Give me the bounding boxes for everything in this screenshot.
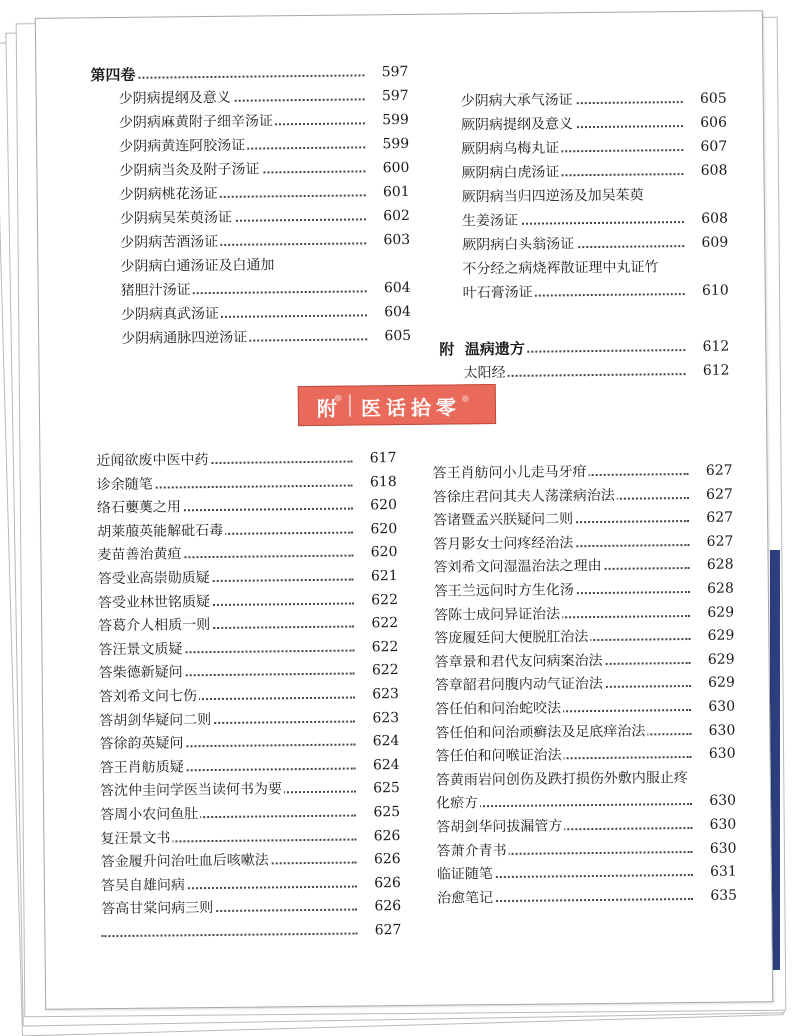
- page-number: 624: [358, 754, 400, 776]
- entry-title: 答金履升问治吐血后咳嗽法: [101, 850, 271, 874]
- entry-title: 厥阴病乌梅丸证: [461, 137, 561, 160]
- toc-entry: [434, 648, 734, 673]
- toc-entry: [461, 160, 727, 185]
- toc-entry: [99, 707, 399, 732]
- entry-title: 答任伯和问喉证治法: [435, 745, 563, 768]
- right-appendix-entries: [463, 360, 729, 363]
- page-number: 630: [693, 719, 735, 741]
- page-number: 607: [685, 136, 727, 158]
- toc-entry: [101, 848, 401, 873]
- toc-entry: [99, 659, 399, 684]
- entry-title: 厥阴病白虎汤证: [461, 161, 561, 184]
- toc-entry: [98, 565, 398, 590]
- entry-title: 答任伯和问治蛇咬法: [435, 697, 563, 720]
- page-number: 629: [693, 672, 735, 694]
- page-number: 599: [367, 133, 409, 155]
- page-number: 601: [368, 181, 410, 203]
- toc-entry: [434, 578, 734, 603]
- banner-prefix: 附: [317, 393, 337, 422]
- page-number: 622: [356, 612, 398, 634]
- page-number: 635: [695, 884, 737, 906]
- toc-entry: [98, 589, 398, 614]
- toc-entry: [436, 837, 736, 862]
- toc-page: [35, 10, 773, 1010]
- toc-entry: [119, 133, 409, 158]
- entry-title: 少阴病提纲及意义: [119, 87, 233, 110]
- toc-entry: [462, 256, 728, 281]
- toc-entry: [97, 518, 397, 543]
- toc-entry: [97, 471, 397, 496]
- toc-entry: [100, 754, 400, 779]
- left-bottom-column: [96, 447, 396, 450]
- entry-title: 猪胆汁汤证: [121, 279, 193, 302]
- page-number: 630: [693, 743, 735, 765]
- page-number: 620: [355, 541, 397, 563]
- page-number: 623: [357, 707, 399, 729]
- entry-title: 临证随笔: [437, 863, 495, 886]
- page-number: 618: [355, 471, 397, 493]
- toc-entry: [436, 790, 736, 815]
- page-number: 608: [686, 208, 728, 230]
- page-number: 622: [356, 636, 398, 658]
- page-number: 620: [355, 518, 397, 540]
- entry-title: 答受业高崇勋质疑: [98, 567, 212, 590]
- toc-entry: [437, 884, 737, 909]
- entry-title: 络石蘡薁之用: [97, 497, 183, 520]
- entry-title: 答萧介青书: [436, 840, 508, 863]
- right-bottom-entries: [433, 460, 733, 463]
- page-number: 629: [692, 648, 734, 670]
- entry-title: 答周小农问鱼肚: [100, 803, 200, 826]
- toc-entry: [433, 460, 733, 485]
- left-top-column: [90, 61, 408, 64]
- entry-title: 答章韶君问腹内动气证治法: [435, 673, 605, 697]
- page-number: 608: [685, 160, 727, 182]
- page-number: 604: [369, 301, 411, 323]
- page-number: 612: [687, 360, 729, 382]
- toc-entry: [121, 301, 411, 326]
- entry-title: 少阴病桃花汤证: [120, 183, 220, 206]
- page-number: 630: [694, 814, 736, 836]
- entry-title: 答王肖舫质疑: [100, 756, 186, 779]
- page-number: 630: [694, 790, 736, 812]
- toc-entry: [98, 612, 398, 637]
- entry-title: 答胡剑华疑问二则: [99, 709, 213, 732]
- toc-entry: [462, 184, 728, 209]
- section-title: [439, 338, 527, 361]
- entry-title: 答柴德新疑问: [99, 662, 185, 685]
- page-number: 623: [357, 683, 399, 705]
- toc-entry: [433, 483, 733, 508]
- page-number: 617: [354, 447, 396, 469]
- leader-dots: [101, 933, 357, 938]
- left-bottom-entries: [96, 447, 396, 450]
- entry-title: 少阴病白通汤证及白通加: [120, 254, 276, 278]
- entry-title: 答章景和君代友问病案治法: [434, 650, 604, 674]
- entry-title: 答沈仲圭问学医当读何书为要: [100, 779, 284, 803]
- page-number: 622: [357, 659, 399, 681]
- entry-title: 答月影女士问疼经治法: [433, 532, 575, 555]
- page-number: 612: [687, 336, 729, 358]
- entry-title: 厥阴病当归四逆汤及加吴茱萸: [462, 184, 646, 208]
- page-number: 606: [685, 112, 727, 134]
- page-number: 602: [368, 205, 410, 227]
- page-number: 625: [358, 777, 400, 799]
- toc-entry: [433, 554, 733, 579]
- entry-title: 答刘希文问七伤: [99, 685, 199, 708]
- entry-title: 麦苗善治黄疸: [97, 544, 183, 567]
- toc-entry: [100, 825, 400, 850]
- toc-entry: [437, 861, 737, 886]
- toc-entry: [97, 541, 397, 566]
- page-number: 625: [358, 801, 400, 823]
- page-number: 620: [355, 494, 397, 516]
- right-top-entries: [461, 88, 727, 91]
- toc-entry: [120, 181, 410, 206]
- entry-title: 少阴病麻黄附子细辛汤证: [119, 110, 275, 134]
- toc-entry: [96, 447, 396, 472]
- entry-title: 答受业林世铭质疑: [98, 591, 212, 614]
- page-number: 610: [687, 280, 729, 302]
- entry-title: 生姜汤证: [462, 210, 520, 233]
- banner-divider: [349, 395, 351, 417]
- entry-title: 少阴病当灸及附子汤证: [119, 158, 261, 181]
- entry-title: 答吴自雄问病: [101, 874, 187, 897]
- right-bottom-column: [433, 460, 733, 463]
- page-number: 605: [685, 88, 727, 110]
- entry-title: 答庞履廷问大便脱肛治法: [434, 626, 590, 650]
- entry-title: 叶石膏汤证: [463, 282, 535, 305]
- page-number: 626: [359, 872, 401, 894]
- section-appendix-wenbing: [439, 336, 729, 361]
- entry-title: 胡莱菔英能解砒石毒: [97, 520, 225, 543]
- page-number: 599: [367, 109, 409, 131]
- toc-entry: [433, 507, 733, 532]
- entry-title: 少阴病吴茱萸汤证: [120, 207, 234, 230]
- toc-entry: [120, 229, 410, 254]
- page-number: 628: [692, 578, 734, 600]
- toc-entry: [120, 205, 410, 230]
- entry-title: 答刘希文问湿温治法之理由: [433, 555, 603, 579]
- toc-entry: [120, 253, 410, 278]
- page-number: 628: [691, 554, 733, 576]
- page-number: 627: [359, 919, 401, 941]
- page-number: 627: [691, 530, 733, 552]
- page-number: 624: [357, 730, 399, 752]
- entry-title: 诊余随笔: [97, 473, 155, 496]
- toc-entry: [435, 743, 735, 768]
- page-number: 621: [356, 565, 398, 587]
- page-number: 603: [368, 229, 410, 251]
- toc-entry: [435, 719, 735, 744]
- entry-title: 答黄雨岩问创伤及跌打损伤外敷内服止疼: [436, 767, 690, 792]
- entry-title: 答胡剑华问拔漏管方: [436, 815, 564, 838]
- toc-entry: [121, 325, 411, 350]
- toc-entry: [434, 601, 734, 626]
- right-top-column: [437, 88, 727, 91]
- entry-title: 少阴病真武汤证: [121, 303, 221, 326]
- page-number: 597: [367, 85, 409, 107]
- entry-title: 答汪景文质疑: [98, 638, 184, 661]
- page-number: 609: [686, 232, 728, 254]
- toc-entry: [100, 777, 400, 802]
- entry-title: 答葛介人相质一则: [98, 614, 212, 637]
- toc-entry: [119, 157, 409, 182]
- toc-entry: [101, 919, 401, 944]
- toc-entry: [461, 136, 727, 161]
- entry-title: 答高甘棠问病三则: [101, 897, 215, 920]
- page-number: 604: [369, 277, 411, 299]
- entry-title: 少阴病苦酒汤证: [120, 231, 220, 254]
- entry-title: 少阴病黄连阿胶汤证: [119, 135, 247, 158]
- page-number: 597: [366, 61, 408, 83]
- page-number: 630: [693, 696, 735, 718]
- section-vol4: [90, 61, 408, 86]
- entry-title: 近闻欲废中医中药: [96, 449, 210, 472]
- toc-entry: [119, 109, 409, 134]
- toc-entry: [435, 672, 735, 697]
- page-number: 627: [691, 507, 733, 529]
- toc-entry: [99, 730, 399, 755]
- entry-title: 答王兰远问时方生化汤: [434, 579, 576, 602]
- toc-entry: [463, 360, 729, 385]
- entry-title: 少阴病通脉四逆汤证: [121, 327, 249, 350]
- entry-title: 答任伯和问治顽癣法及足底痒治法: [435, 720, 647, 744]
- page-number: 627: [691, 483, 733, 505]
- page-number: 626: [359, 895, 401, 917]
- page-number: 622: [356, 589, 398, 611]
- toc-entry: [119, 85, 409, 110]
- entry-title: 少阴病大承气汤证: [461, 89, 575, 112]
- appendix-banner: [298, 384, 496, 426]
- toc-entry: [433, 530, 733, 555]
- page-number: 605: [369, 325, 411, 347]
- toc-entry: [121, 277, 411, 302]
- entry-title: 治愈笔记: [437, 887, 495, 910]
- toc-entry: [463, 280, 729, 305]
- entry-title: 答陈士成问异证治法: [434, 603, 562, 626]
- appendix-prefix: 附: [439, 340, 454, 358]
- entry-title: 不分经之病烧裈散证理中丸证竹: [462, 256, 660, 280]
- page-number: 631: [695, 861, 737, 883]
- toc-entry: [99, 683, 399, 708]
- entry-title: 复汪景文书: [100, 827, 172, 850]
- page-number: 629: [692, 601, 734, 623]
- page-number: 600: [367, 157, 409, 179]
- toc-entry: [101, 895, 401, 920]
- entry-title: 答王肖舫问小儿走马牙疳: [433, 461, 589, 485]
- toc-entry: [461, 112, 727, 137]
- page-number: 630: [694, 837, 736, 859]
- section-title: 第四卷: [90, 64, 137, 86]
- appendix-label: 温病遗方: [465, 340, 525, 359]
- page-number: 629: [692, 625, 734, 647]
- toc-entry: [436, 814, 736, 839]
- entry-title: 化瘀方: [436, 793, 480, 815]
- toc-entry: [462, 208, 728, 233]
- page-number: 627: [690, 460, 732, 482]
- entry-title: 太阳经: [463, 362, 507, 384]
- banner-title: 医话拾零: [361, 391, 461, 421]
- toc-entry: [100, 801, 400, 826]
- entry-title: 答诸暨孟兴朕疑问二则: [433, 508, 575, 531]
- entry-title: 厥阴病提纲及意义: [461, 113, 575, 136]
- entry-title: 答徐韵英疑问: [99, 732, 185, 755]
- entry-title: 厥阴病白头翁汤证: [462, 233, 576, 256]
- entry-title: 答徐庄君问其夫人荡漾病治法: [433, 484, 617, 508]
- toc-entry: [98, 636, 398, 661]
- toc-entry: [101, 872, 401, 897]
- toc-entry: [462, 232, 728, 257]
- toc-entry: [461, 88, 727, 113]
- toc-entry: [434, 625, 734, 650]
- toc-entry: [436, 766, 736, 791]
- toc-entry: [435, 696, 735, 721]
- page-number: 626: [359, 848, 401, 870]
- toc-entry: [97, 494, 397, 519]
- page-number: 626: [358, 825, 400, 847]
